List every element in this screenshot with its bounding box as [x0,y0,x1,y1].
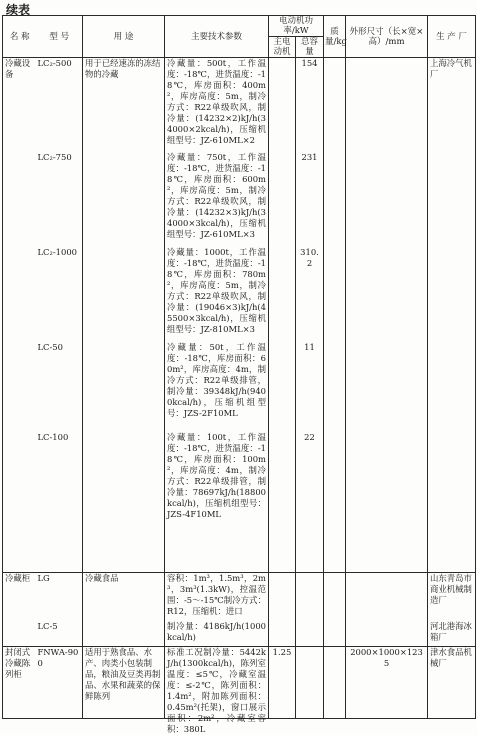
header-power-total: 总容量 [296,37,324,58]
header-model: 型 号 [37,16,83,58]
cell-model: FNWA-900 [37,647,83,719]
total-lc2-500: 154 [301,58,318,68]
cell-mass [324,573,346,647]
cell-dims: 2000×1000×1235 [346,647,428,719]
cell-dims [346,573,428,647]
cell-params [165,58,269,573]
table-row-display-cabinet [3,647,476,719]
cell-maker [428,573,476,647]
cell-name: 封闭式冷藏陈列柜 [3,647,37,719]
cell-dims [346,58,428,573]
table-caption: 续表 [6,3,31,17]
cell-power-main: 1.25 [269,647,296,719]
params-lc2-1000: 冷藏量：1000t，工作温度：-18℃，进货温度：-18℃，库房面积：780m²，库房高度：5m，制冷方式：R22单级吹风，制冷量：(19046×3)kJ/h(45500×3kcal/h)，压缩机组型号：JZ-810ML×3 [167,247,266,334]
params-lg: 容积：1m³，1.5m³，2m³，3m³(1.3kW)，控温范围：-5～-15℃制冷方式：R12，压缩机：进口 [167,573,266,616]
maker-lg: 山东青岛市商业机械制造厂 [430,573,472,605]
maker-lc-5: 河北港海冰箱厂 [430,621,472,642]
header-row [3,16,476,37]
header-name: 名 称 [3,16,37,58]
header-power-main: 主电动机 [269,37,296,58]
params-lc2-500: 冷藏量：500t，工作温度：-18℃，进货温度：-18℃，库房面积：400m²，库房高度：5m，制冷方式：R22单级吹风，制冷量：(14232×2)kJ/h(34000×2kcal/h)，压缩机组型号：JZ-610ML×2 [167,58,266,145]
cell-usage: 冷藏食品 [83,573,165,647]
model-lc-50: LC-50 [37,342,63,352]
cell-mass [324,647,346,719]
cell-model [37,58,83,573]
cell-maker: 上海冷气机厂 [428,58,476,573]
params-lc-50: 冷藏量：50t，工作温度：-18℃，库房面积：60m²，库房高度：4m，制冷方式：R22单级排管，制冷量：39348kJ/h(9400kcal/h)，压缩机组型号：JZS-2F10ML [167,342,266,418]
header-params: 主要技术参数 [165,16,269,58]
header-usage: 用 途 [83,16,165,58]
total-lc-100: 22 [304,432,315,442]
cell-power-main [269,58,296,573]
model-lc2-1000: LC₂-1000 [37,247,77,257]
params-lc2-750: 冷藏量：750t，工作温度：-18℃，进货温度：-18℃，库房面积：600m²，库房高度：5m，制冷方式：R22单级吹风，制冷量：(14232×3)kJ/h(34000×3kcal/h)，压缩机组型号：JZ-610ML×3 [167,152,266,239]
model-lc-5: LC-5 [37,621,58,631]
cell-maker: 津水食品机械厂 [428,647,476,719]
table-row-cold-storage [3,58,476,573]
params-fnwa-900: 标准工况制冷量：5442kJ/h(1300kcal/h)，陈列室温度：≤5℃，冷藏室温度：≤-2℃，陈列面积：1.4m²，附加陈列面积：0.45m²(托架)，窗口展示面积：2m²，冷藏室容积：380L [167,647,266,734]
cell-model [37,573,83,647]
cell-name: 冷藏设备 [3,58,37,573]
cell-params [165,647,269,734]
total-lc2-750: 231 [301,152,318,162]
cell-power-main [269,573,296,647]
model-lc2-750: LC₂-750 [37,152,72,162]
cell-mass [324,58,346,573]
cell-power-total [296,647,324,719]
cell-name: 冷藏柜 [3,573,37,647]
total-lc-50: 11 [304,342,315,352]
cell-power-total [296,573,324,647]
header-mass: 质量/kg [324,16,346,58]
total-lc2-1000: 310.2 [300,247,319,268]
cell-usage: 用于已经速冻的冻结物的冷藏 [83,58,165,573]
cell-power-total [296,58,324,573]
model-lg: LG [37,573,50,583]
params-lc-100: 冷藏量：100t，工作温度：-18℃，进货温度：-18℃，库房面积：100m²，库房高度：4m，制冷方式：R22单级排管，制冷量：78697kJ/h(18800kcal/h)，压缩机组型号：JZS-4F10ML [167,432,266,519]
header-dims: 外形尺寸（长×宽×高）/mm [346,16,428,58]
cell-params [165,573,269,647]
header-power: 电动机功率/kW [269,16,324,37]
model-lc-100: LC-100 [37,432,69,442]
equipment-spec-table [2,15,476,734]
cell-usage: 适用于熟食品、水产、肉类小包装制品，粮油及豆类再制品、水果和蔬菜的保鲜陈列 [83,647,165,719]
table-row-cold-cabinet [3,573,476,647]
header-maker: 生 产 厂 [428,16,476,58]
params-lc-5: 制冷量：4186kJ/h(1000kcal/h) [167,621,266,642]
model-lc2-500: LC₂-500 [37,58,72,68]
